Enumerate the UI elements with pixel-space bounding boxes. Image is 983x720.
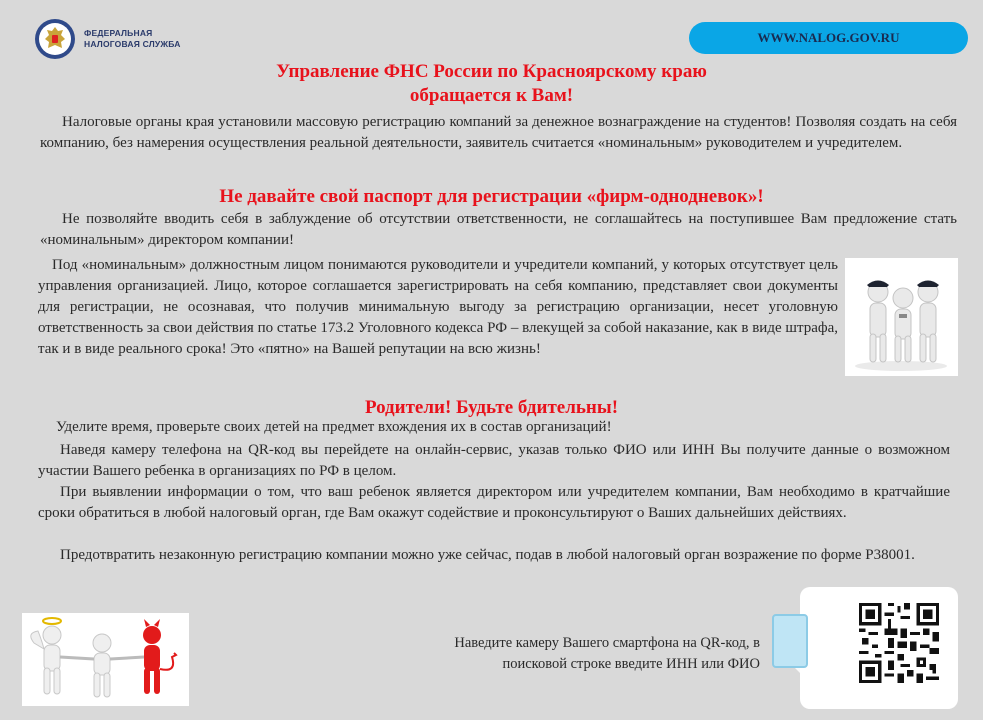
logo-text: [84, 28, 181, 50]
website-link[interactable]: WWW.NALOG.GOV.RU: [689, 22, 968, 54]
page-title-line2: обращается к Вам!: [409, 85, 574, 106]
logo-line2: НАЛОГОВАЯ СЛУЖБА: [84, 39, 181, 49]
parents-paragraph-4: Предотвратить незаконную регистрацию компании можно уже сейчас, подав в любой налоговый орган возражение по форме Р38001.: [60, 547, 915, 563]
fns-emblem-icon: [34, 18, 76, 60]
nominee-paragraph: Под «номинальным» должностным лицом понимаются руководители и учредители компаний, у которых отсутствует цель управления организацией. Лицо, которое соглашается зарегистрировать на себя компанию, представляет свои документы для регистрации, не осознавая, что получив минимальную выгоду за регистрацию организации, несет уголовную ответственность за свои действия по статье 173.2 Уголовного кодекса РФ – влекущей за собой наказание, как в виде штрафа, так и в виде реального срока! Это «пятно» на Вашей репутации на всю жизнь!: [38, 257, 838, 357]
intro-paragraph: Налоговые органы края установили массовую регистрацию компаний за денежное вознаграждение на студентов! Позволяя создать на себя компанию, без намерения осуществления реальной деятельности, заявитель считается «номинальным» руководителем и учредителем.: [40, 114, 957, 151]
qr-code-icon[interactable]: [859, 603, 939, 683]
fns-logo: [34, 18, 181, 60]
warning-paragraph: Не позволяйте вводить себя в заблуждение об отсутствии ответственности, не соглашайтесь на поступившее Вам предложение стать «номинальным» директором компании!: [40, 211, 957, 248]
arrested-figures-illustration: [845, 258, 958, 376]
logo-line1: ФЕДЕРАЛЬНАЯ: [84, 28, 153, 38]
page-title-line1: Управление ФНС России по Красноярскому краю: [276, 61, 707, 82]
parents-paragraph-3: При выявлении информации о том, что ваш ребенок является директором или учредителем компании, Вам необходимо в кратчайшие сроки обратиться в любой налоговый орган, где Вам окажут содействие и проконсультируют о Ваших дальнейших действиях.: [38, 484, 950, 521]
angel-devil-tug-illustration: [22, 613, 189, 706]
smartphone-icon: [772, 614, 808, 668]
parents-paragraph-1: Уделите время, проверьте своих детей на предмет вхождения их в состав организаций!: [56, 419, 612, 435]
warning-heading: Не давайте свой паспорт для регистрации «фирм-однодневок»!: [219, 186, 764, 207]
parents-heading: Родители! Будьте бдительны!: [364, 397, 619, 418]
qr-caption: Наведите камеру Вашего смартфона на QR-код, в поисковой строке введите ИНН или ФИО: [454, 635, 760, 672]
parents-paragraph-2: Наведя камеру телефона на QR-код вы перейдете на онлайн-сервис, указав только ФИО или ИНН Вы получите данные о возможном участии Вашего ребенка в организациях по РФ в целом.: [38, 442, 950, 479]
